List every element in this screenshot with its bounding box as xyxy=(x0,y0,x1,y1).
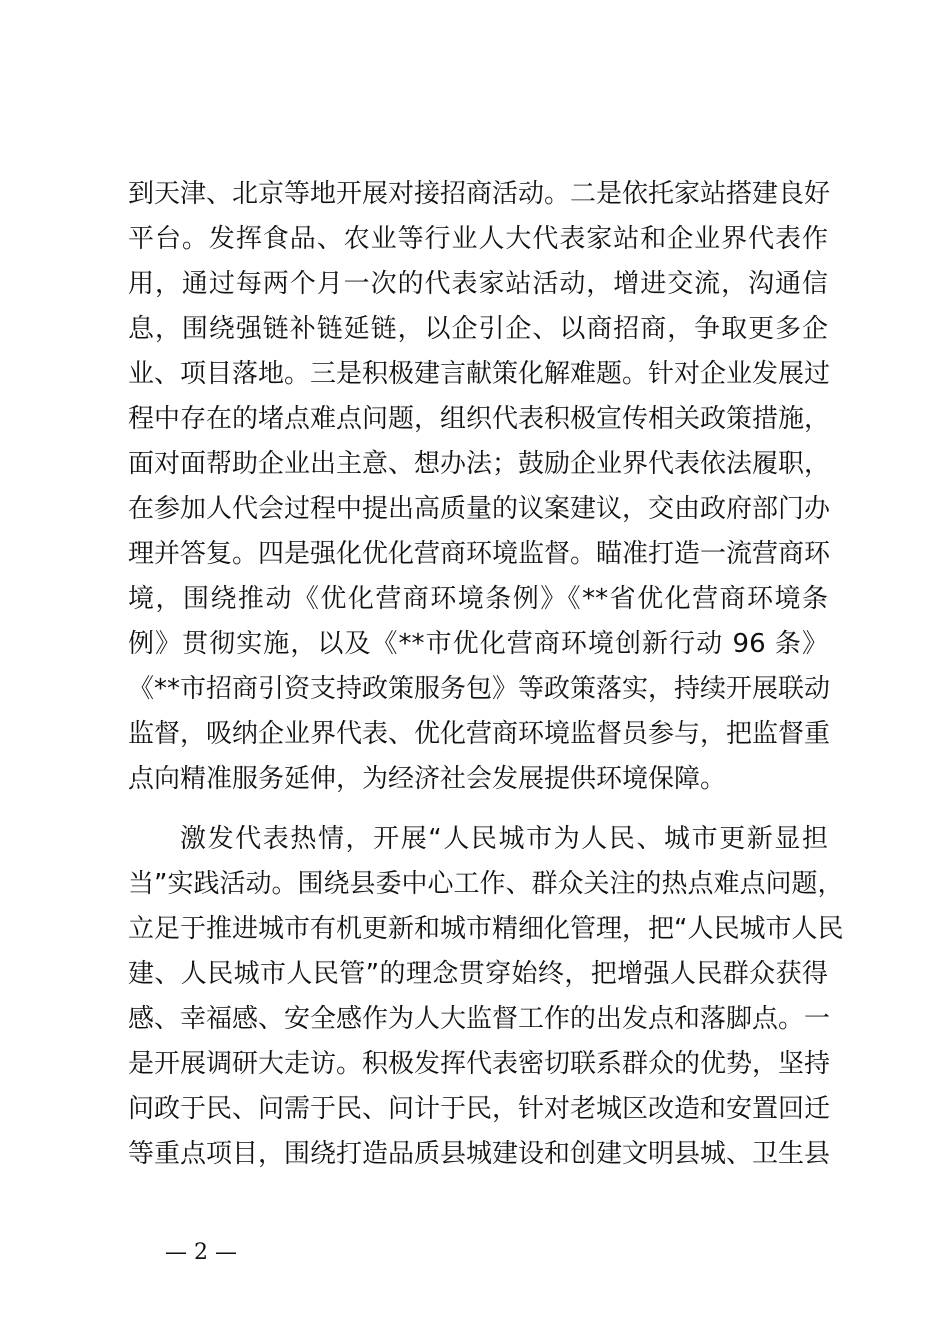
text-line: 业、项目落地。三是积极建言献策化解难题。针对企业发展过 xyxy=(128,359,831,389)
text-line: 建、人民城市人民管”的理念贯穿始终，把增强人民群众获得 xyxy=(128,959,828,989)
text-line: 理并答复。四是强化优化营商环境监督。瞄准打造一流营商环 xyxy=(128,539,831,569)
text-line: 在参加人代会过程中提出高质量的议案建议，交由政府部门办 xyxy=(128,494,831,524)
text-line: 《**市招商引资支持政策服务包》等政策落实，持续开展联动 xyxy=(128,674,831,704)
page-number: — 2 — xyxy=(165,1240,237,1265)
text-line: 感、幸福感、安全感作为人大监督工作的出发点和落脚点。一 xyxy=(128,1004,831,1034)
text-line: 面对面帮助企业出主意、想办法；鼓励企业界代表依法履职， xyxy=(128,449,831,479)
text-line: 境，围绕推动《优化营商环境条例》《**省优化营商环境条 xyxy=(128,584,828,614)
text-line: 当”实践活动。围绕县委中心工作、群众关注的热点难点问题， xyxy=(128,869,844,899)
text-line: 到天津、北京等地开展对接招商活动。二是依托家站搭建良好 xyxy=(128,179,831,209)
body-text xyxy=(128,172,844,1177)
text-line: 例》贯彻实施，以及《**市优化营商环境创新行动 96 条》 xyxy=(128,629,828,659)
text-line: 用，通过每两个月一次的代表家站活动，增进交流，沟通信 xyxy=(128,269,828,299)
text-line: 激发代表热情，开展“人民城市为人民、城市更新显担 xyxy=(180,824,828,854)
text-line: 点向精准服务延伸，为经济社会发展提供环境保障。 xyxy=(128,764,727,794)
paragraph-gap xyxy=(128,802,828,817)
text-line: 问政于民、问需于民、问计于民，针对老城区改造和安置回迁 xyxy=(128,1094,831,1124)
text-line: 监督，吸纳企业界代表、优化营商环境监督员参与，把监督重 xyxy=(128,719,831,749)
text-line: 息，围绕强链补链延链，以企引企、以商招商，争取更多企 xyxy=(128,314,828,344)
text-line: 程中存在的堵点难点问题，组织代表积极宣传相关政策措施， xyxy=(128,404,831,434)
text-line: 是开展调研大走访。积极发挥代表密切联系群众的优势，坚持 xyxy=(128,1049,831,1079)
text-line: 平台。发挥食品、农业等行业人大代表家站和企业界代表作 xyxy=(128,224,828,254)
text-line: 立足于推进城市有机更新和城市精细化管理，把“人民城市人民 xyxy=(128,914,844,944)
text-line: 等重点项目，围绕打造品质县城建设和创建文明县城、卫生县 xyxy=(128,1139,831,1169)
paragraph-2 xyxy=(128,817,844,1177)
paragraph-1 xyxy=(128,172,831,802)
